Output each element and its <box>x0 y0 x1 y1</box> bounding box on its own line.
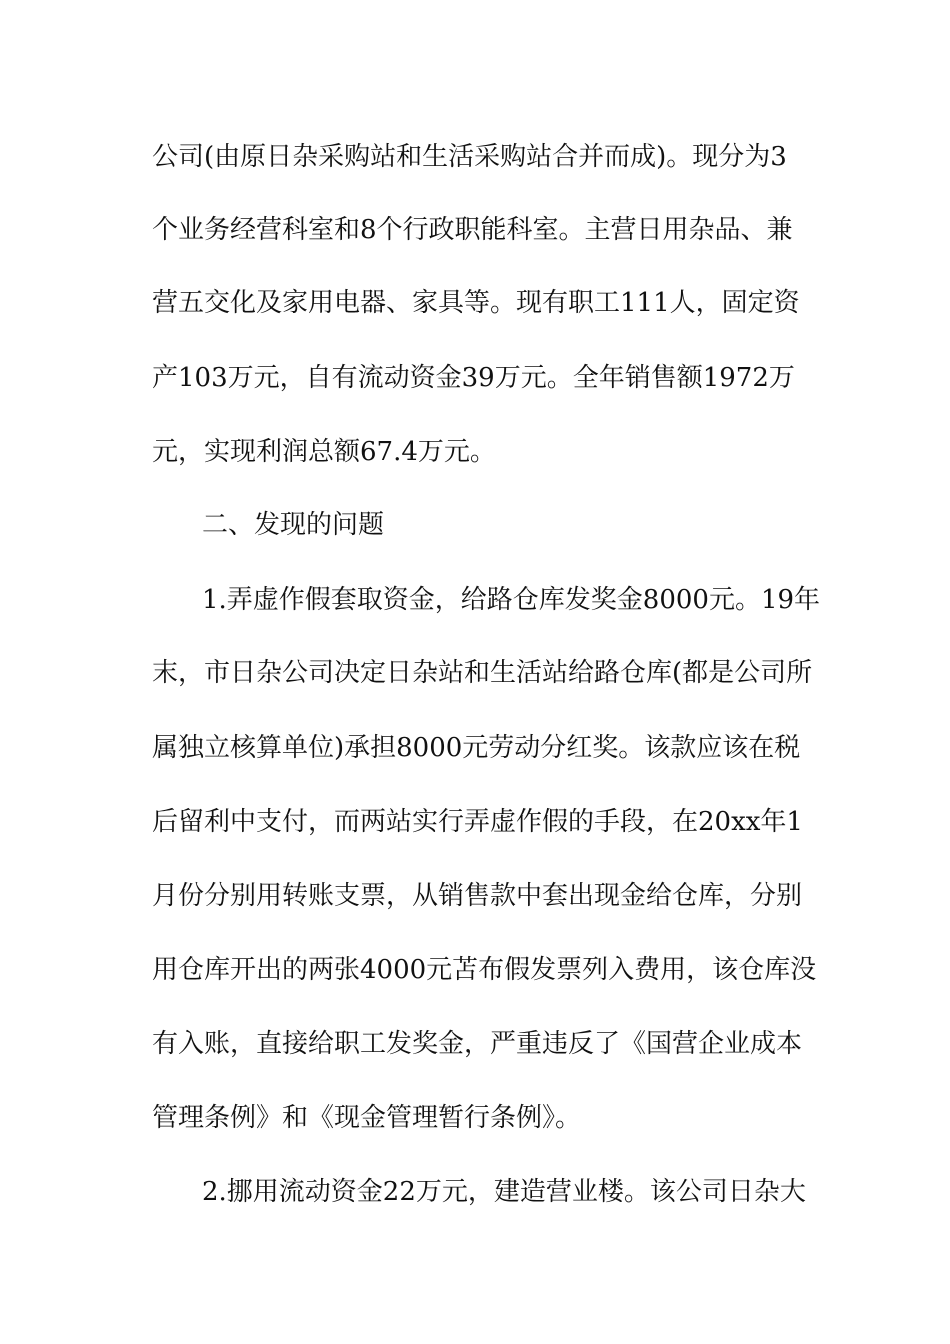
text-line: 末，市日杂公司决定日杂站和生活站给路仓库(都是公司所 <box>152 658 813 688</box>
text-line: 属独立核算单位)承担8000元劳动分红奖。该款应该在税 <box>152 733 801 763</box>
section-heading: 二、发现的问题 <box>202 510 385 540</box>
text-line: 有入账，直接给职工发奖金，严重违反了《国营企业成本 <box>152 1029 803 1059</box>
text-line: 营五交化及家用电器、家具等。现有职工111人，固定资 <box>152 288 800 318</box>
text-line: 月份分别用转账支票，从销售款中套出现金给仓库，分别 <box>152 881 803 911</box>
text-line: 管理条例》和《现金管理暂行条例》。 <box>152 1103 582 1133</box>
text-line: 1.弄虚作假套取资金，给路仓库发奖金8000元。19年 <box>202 585 821 615</box>
text-line: 公司(由原日杂采购站和生活采购站合并而成)。现分为3 <box>152 142 787 172</box>
text-line: 用仓库开出的两张4000元苫布假发票列入费用，该仓库没 <box>152 955 817 985</box>
text-line: 产103万元，自有流动资金39万元。全年销售额1972万 <box>152 363 795 393</box>
text-line: 2.挪用流动资金22万元，建造营业楼。该公司日杂大 <box>202 1177 806 1207</box>
text-line: 后留利中支付，而两站实行弄虚作假的手段，在20xx年1 <box>152 807 803 837</box>
text-line: 个业务经营科室和8个行政职能科室。主营日用杂品、兼 <box>152 215 793 245</box>
text-line: 元，实现利润总额67.4万元。 <box>152 437 496 467</box>
